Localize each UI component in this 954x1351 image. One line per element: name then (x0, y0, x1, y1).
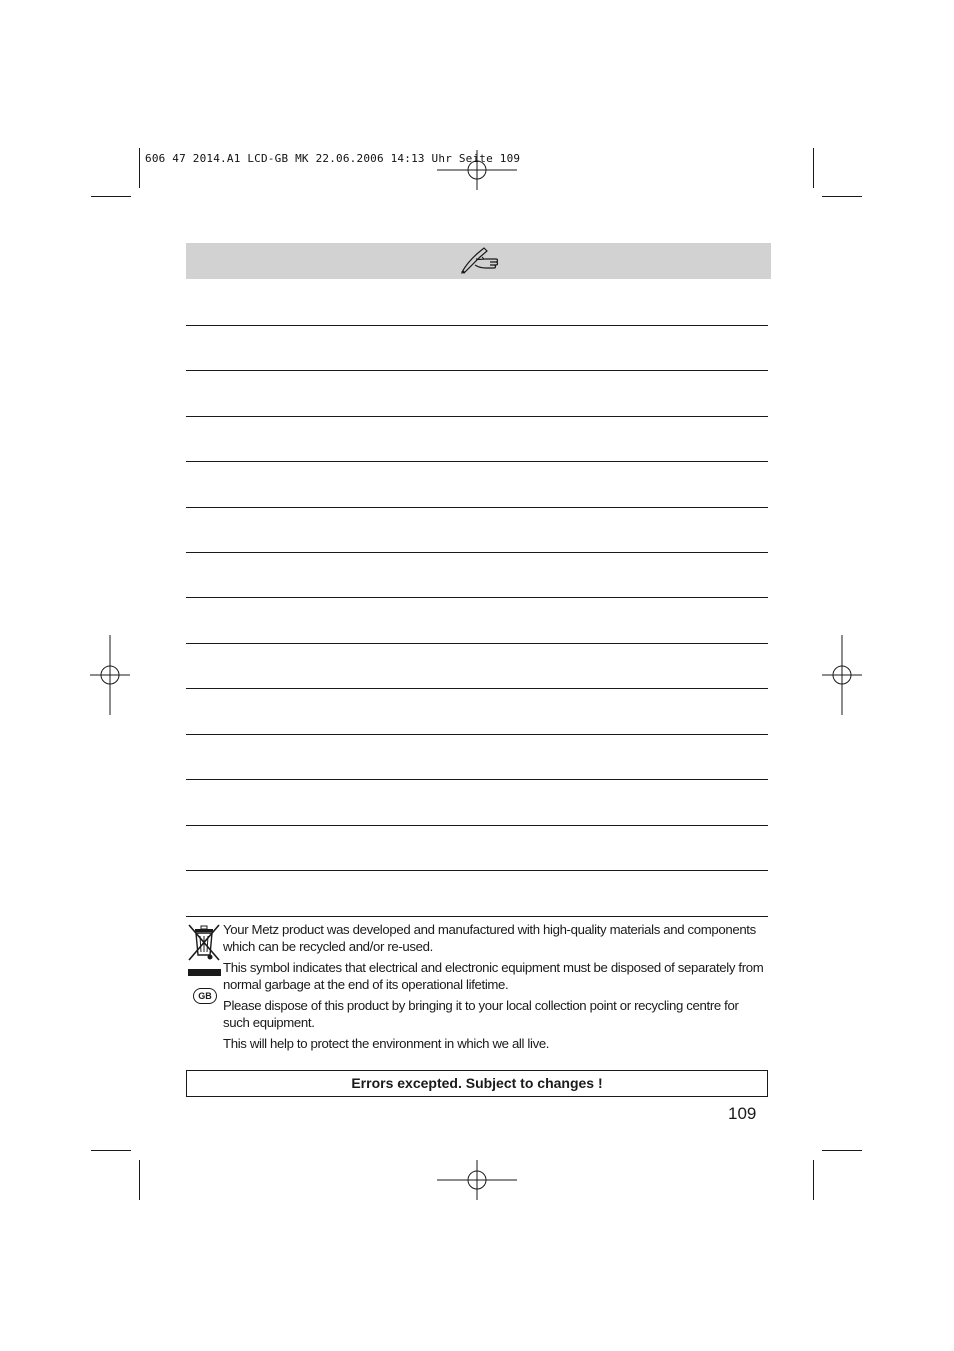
crop-mark (822, 196, 862, 197)
crop-mark (91, 196, 131, 197)
note-line (186, 507, 768, 508)
disposal-paragraph: Please dispose of this product by bringing it to your local collection point or recycling centre for such equipment. (223, 998, 739, 1030)
note-line (186, 597, 768, 598)
note-line (186, 779, 768, 780)
crop-mark (139, 1160, 140, 1200)
note-line (186, 325, 768, 326)
crop-mark (813, 148, 814, 188)
note-line (186, 825, 768, 826)
print-slug: 606 47 2014.A1 LCD-GB MK 22.06.2006 14:13 Uhr Seite 109 (145, 152, 521, 165)
disposal-notice (223, 922, 768, 1058)
note-line (186, 916, 768, 917)
writing-hand-icon (458, 245, 500, 275)
registration-mark-icon (90, 635, 130, 715)
language-badge: GB (193, 988, 217, 1004)
crop-mark (139, 148, 140, 188)
disposal-paragraph: This symbol indicates that electrical and electronic equipment must be disposed of separately from normal garbage at the end of its operational lifetime. (223, 960, 764, 992)
registration-mark-icon (822, 635, 862, 715)
crossed-out-wheelie-bin-icon (186, 922, 222, 978)
note-line (186, 734, 768, 735)
note-line (186, 643, 768, 644)
crop-mark (91, 1150, 131, 1151)
registration-mark-icon (437, 1160, 517, 1200)
note-line (186, 370, 768, 371)
note-line (186, 870, 768, 871)
page-number: 109 (728, 1104, 757, 1123)
note-line (186, 552, 768, 553)
crop-mark (813, 1160, 814, 1200)
disposal-paragraph: This will help to protect the environment in which we all live. (223, 1036, 550, 1051)
note-line (186, 461, 768, 462)
disposal-paragraph: Your Metz product was developed and manufactured with high-quality materials and components which can be recycled and/or re-used. (223, 922, 756, 954)
crop-mark (822, 1150, 862, 1151)
note-line (186, 416, 768, 417)
errors-notice: Errors excepted. Subject to changes ! (186, 1070, 768, 1097)
note-line (186, 688, 768, 689)
